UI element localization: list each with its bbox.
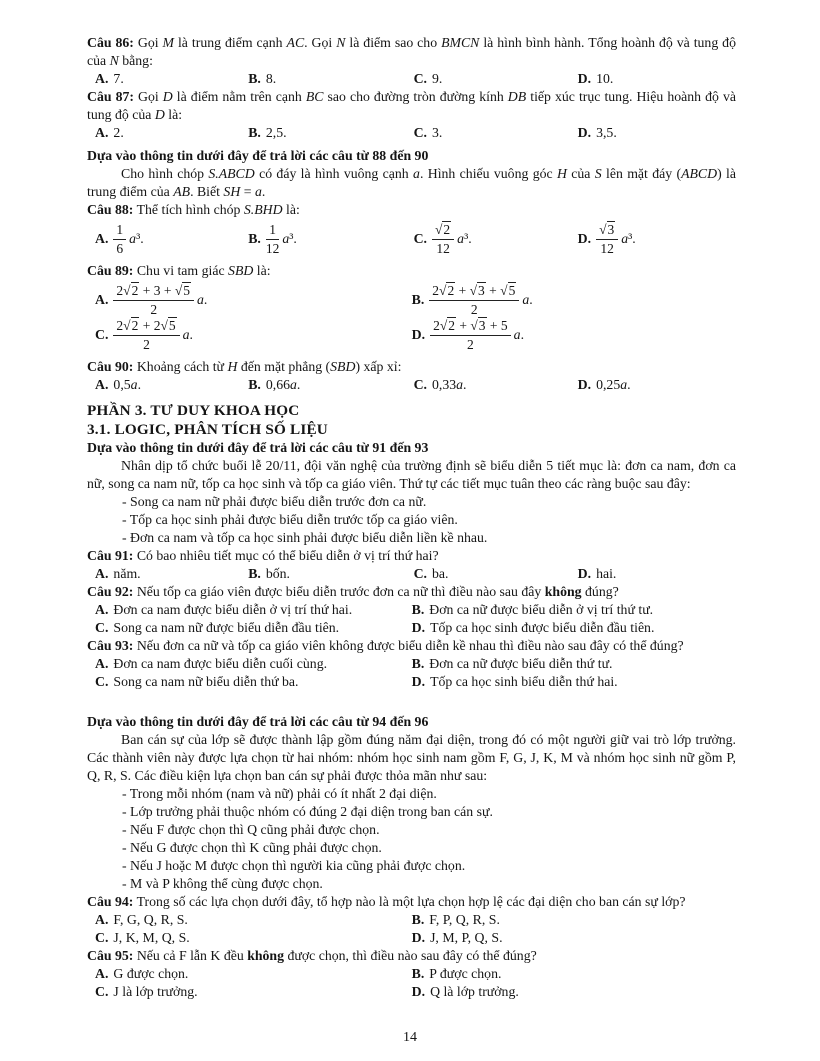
option: [248, 222, 413, 257]
question-label: Câu 92:: [87, 583, 134, 599]
option: [412, 601, 736, 619]
fraction: [266, 222, 280, 257]
option-label: D.: [411, 983, 426, 999]
math-variable: DB: [507, 89, 527, 104]
option-text: Đơn ca nữ được biểu diễn thứ tư.: [429, 655, 613, 671]
option-text: F, P, Q, R, S.: [429, 911, 500, 927]
option-text: 2,5.: [265, 125, 287, 140]
radical-icon: √3: [599, 222, 615, 237]
section-heading: PHẦN 3. TƯ DUY KHOA HỌC: [87, 401, 300, 419]
option-text: 7.: [113, 71, 124, 86]
fraction-denominator: 12: [436, 240, 450, 256]
question-label: Câu 93:: [87, 637, 134, 653]
radical-icon: √3: [469, 282, 485, 298]
paragraph: Ban cán sự của lớp sẽ được thành lập gồm đúng năm đại diện, trong đó có một người giữ vai trò lớp trưởng. Các thành viên này được lựa chọn từ hai nhóm: nhóm học sinh nam gồm F, G, J, K, M và nhóm học sinh nữ gồm P, Q, R, S. Các điều kiện lựa chọn ban cán sự phải được thỏa mãn như sau:: [87, 731, 736, 783]
fraction-numerator: [432, 222, 454, 240]
option-label: D.: [411, 929, 426, 945]
math-variable: a: [456, 376, 464, 392]
option-label: A.: [95, 965, 109, 981]
option-label: B.: [248, 125, 261, 140]
option: [578, 70, 736, 88]
fraction-numerator: 2√2 + √3 + √5: [429, 283, 519, 301]
option-label: A.: [95, 911, 109, 927]
question-block: [87, 88, 736, 124]
option-suffix: a³.: [129, 231, 144, 247]
radical-icon: √2: [434, 222, 451, 237]
math-variable: S: [594, 166, 602, 181]
section-heading: 3.1. LOGIC, PHÂN TÍCH SỐ LIỆU: [87, 420, 328, 438]
option: [412, 283, 736, 318]
option-label: B.: [411, 601, 425, 617]
options-row: [87, 965, 736, 1001]
question-text: Gọi D là điểm nằm trên cạnh BC sao cho đường tròn đường kính DB tiếp xúc trục tung. Hiệu hoành độ và tung độ của D là:: [87, 89, 736, 122]
options-row: [87, 283, 736, 353]
radicand: 2: [448, 317, 455, 333]
option: [95, 619, 412, 637]
question-label: Câu 94:: [87, 893, 134, 909]
option-text: J, K, M, Q, S.: [113, 929, 190, 945]
option-text: ba.: [431, 565, 449, 581]
option: [248, 70, 413, 88]
option-text: J là lớp trưởng.: [113, 983, 198, 999]
option: [248, 565, 413, 583]
math-variable: a: [129, 231, 137, 247]
question-label: Câu 90:: [87, 358, 134, 374]
option-label: A.: [95, 231, 109, 247]
option-label: C.: [413, 231, 427, 247]
math-variable: a: [290, 376, 297, 392]
option-label: C.: [95, 619, 109, 635]
radicand: 5: [168, 317, 176, 333]
math-variable: a: [513, 327, 521, 343]
fraction-denominator: 2: [470, 301, 478, 317]
fraction-denominator: 2: [466, 336, 474, 352]
bold-text: không: [544, 583, 582, 599]
option-suffix: a³.: [282, 231, 297, 247]
radical-icon: √3: [470, 317, 486, 333]
option-label: C.: [413, 71, 427, 86]
question-text: Gọi M là trung điểm cạnh AC. Gọi N là điểm sao cho BMCN là hình bình hành. Tổng hoành độ và tung độ của N bằng:: [87, 35, 736, 68]
fraction: [429, 283, 519, 318]
option-text: 0,5a.: [113, 376, 142, 392]
math-variable: S.BHD: [243, 202, 283, 217]
option: [578, 565, 736, 583]
vertical-spacer: [87, 691, 736, 713]
option-label: A.: [95, 125, 109, 140]
radicand: 3: [478, 282, 485, 298]
option-label: B.: [411, 965, 425, 981]
option-label: C.: [413, 125, 427, 140]
option: [414, 222, 578, 257]
option-label: D.: [577, 565, 592, 581]
radicand: 5: [183, 282, 190, 298]
option-text: Đơn ca nam được biểu diễn cuối cùng.: [113, 655, 328, 671]
radical-icon: √5: [160, 317, 176, 333]
option-label: A.: [95, 292, 109, 308]
math-variable: a: [182, 327, 190, 343]
option-text: P được chọn.: [429, 965, 502, 981]
option-text: 0,66a.: [265, 376, 301, 392]
option: [414, 376, 578, 394]
question-block: [87, 262, 736, 280]
bullet-item: - Nếu F được chọn thì Q cũng phải được chọn.: [122, 821, 380, 837]
paragraph: Cho hình chóp S.ABCD có đáy là hình vuông cạnh a. Hình chiếu vuông góc H của S lên mặt đáy (ABCD) là trung điểm của AB. Biết SH = a.: [87, 166, 736, 199]
option-label: D.: [411, 619, 426, 635]
fraction: [113, 222, 126, 257]
question-block: [87, 201, 736, 219]
option-label: D.: [577, 71, 592, 86]
option: [95, 601, 412, 619]
option-label: B.: [411, 292, 425, 308]
fraction-denominator: 2: [150, 301, 158, 317]
option: [95, 983, 412, 1001]
options-row: [87, 911, 736, 947]
option-text: hai.: [596, 565, 617, 581]
option-label: C.: [413, 376, 427, 392]
radicand: 3: [607, 222, 615, 237]
fraction-denominator: 12: [265, 240, 280, 256]
math-variable: a: [457, 231, 465, 247]
option: [412, 929, 736, 947]
option-text: 10.: [596, 71, 614, 86]
radicand: 2: [447, 282, 455, 298]
math-variable: SBD: [330, 358, 356, 374]
option-label: A.: [95, 71, 109, 86]
radical-icon: √5: [500, 282, 516, 298]
bullet-item: - Lớp trưởng phải thuộc nhóm có đúng 2 đại diện trong ban cán sự.: [122, 803, 493, 819]
group-instruction: Dựa vào thông tin dưới đây để trả lời các câu từ 94 đến 96: [87, 713, 429, 729]
question-label: Câu 87:: [87, 89, 134, 104]
fraction-numerator: 2√2 + √3 + 5: [430, 318, 511, 336]
bullet-item: - Tốp ca học sinh phải được biểu diễn trước tốp ca giáo viên.: [122, 511, 458, 527]
option: [412, 983, 736, 1001]
math-variable: N: [336, 35, 346, 50]
fraction: [113, 283, 194, 318]
option: [578, 222, 736, 257]
option-suffix: a.: [182, 327, 193, 343]
option-text: Tốp ca học sinh được biểu diễn đầu tiên.: [430, 619, 655, 635]
bullet-item: - Đơn ca nam và tốp ca học sinh phải được biểu diễn liền kề nhau.: [122, 529, 488, 545]
fraction: [113, 318, 179, 353]
fraction-denominator: 2: [143, 336, 150, 352]
option-text: năm.: [113, 565, 141, 581]
option-text: F, G, Q, R, S.: [113, 911, 188, 927]
option-label: B.: [248, 231, 261, 247]
document-content: [87, 34, 736, 1001]
fraction-denominator: 12: [600, 240, 614, 256]
option: [95, 376, 248, 394]
option-text: G được chọn.: [113, 965, 189, 981]
question-label: Câu 91:: [87, 547, 134, 563]
option: [414, 124, 578, 142]
fraction-denominator: 6: [116, 240, 124, 256]
math-variable: a: [197, 292, 204, 308]
fraction-numerator: 2√2 + 3 + √5: [113, 283, 194, 301]
option-label: C.: [95, 983, 109, 999]
option: [248, 124, 413, 142]
option-label: B.: [411, 655, 425, 671]
option-label: B.: [248, 376, 261, 392]
question-text: Nếu cả F lẫn K đều không được chọn, thì điều nào sau đây có thể đúng?: [136, 947, 537, 963]
option: [95, 655, 412, 673]
question-block: [87, 547, 736, 565]
option-text: 0,25a.: [596, 376, 631, 392]
radicand: 3: [478, 317, 486, 333]
math-variable: a: [621, 231, 629, 247]
option: [95, 283, 412, 318]
option-text: Tốp ca học sinh biểu diễn thứ hai.: [430, 673, 618, 689]
option-label: B.: [248, 71, 261, 86]
radical-icon: √2: [439, 317, 455, 333]
fraction-numerator: 2√2 + 2√5: [113, 318, 179, 336]
math-variable: H: [227, 358, 238, 374]
option-label: C.: [413, 565, 427, 581]
option: [412, 655, 736, 673]
math-variable: AB: [173, 184, 191, 199]
question-text: Nếu đơn ca nữ và tốp ca giáo viên không được biểu diễn kề nhau thì điều nào sau đây có thể đúng?: [136, 637, 684, 653]
option: [412, 911, 736, 929]
option-label: D.: [411, 327, 426, 343]
question-label: Câu 89:: [87, 262, 134, 278]
fraction: [430, 318, 511, 353]
option-label: C.: [95, 929, 109, 945]
option-label: C.: [95, 673, 109, 689]
options-row: [87, 376, 736, 394]
option-label: D.: [577, 376, 592, 392]
option-text: Đơn ca nam được biểu diễn ở vị trí thứ hai.: [113, 601, 353, 617]
bullet-item: - Trong mỗi nhóm (nam và nữ) phải có ít nhất 2 đại diện.: [122, 785, 437, 801]
option-text: bốn.: [265, 565, 290, 581]
options-row: [87, 565, 736, 583]
option: [95, 673, 412, 691]
option-text: 2.: [113, 125, 124, 140]
option: [248, 376, 413, 394]
option: [95, 911, 412, 929]
option: [414, 70, 578, 88]
paragraph: Nhân dịp tổ chức buổi lễ 20/11, đội văn nghệ của trường định sẽ biểu diễn 5 tiết mục là: đơn ca nam, đơn ca nữ, song ca nam nữ, tốp ca học sinh và tốp ca giáo viên. Thứ tự các tiết mục tuân theo các ràng buộc sau đây:: [87, 457, 736, 491]
option: [95, 124, 248, 142]
question-block: [87, 947, 736, 965]
option: [412, 673, 736, 691]
option: [95, 965, 412, 983]
radical-icon: √2: [123, 282, 139, 298]
option-text: J, M, P, Q, S.: [430, 929, 503, 945]
option: [578, 376, 736, 394]
math-variable: D: [162, 89, 173, 104]
option: [412, 318, 736, 353]
option: [95, 565, 248, 583]
fraction-numerator: 1: [266, 222, 280, 240]
math-variable: ABCD: [681, 166, 718, 181]
math-variable: a: [620, 376, 628, 392]
question-block: [87, 637, 736, 655]
option-label: A.: [95, 655, 109, 671]
radicand: 2: [443, 222, 451, 237]
option-text: Q là lớp trưởng.: [430, 983, 519, 999]
question-text: Có bao nhiêu tiết mục có thể biểu diễn ở vị trí thứ hai?: [136, 547, 439, 563]
question-block: [87, 893, 736, 911]
options-row: [87, 70, 736, 88]
radicand: 5: [508, 282, 516, 298]
option-text: 3,5.: [596, 125, 617, 140]
question-text: Trong số các lựa chọn dưới đây, tổ hợp nào là một lựa chọn hợp lệ các đại diện cho ban cán sự lớp?: [136, 893, 686, 909]
math-variable: SBD: [228, 262, 254, 278]
group-instruction: Dựa vào thông tin dưới đây để trả lời các câu từ 91 đến 93: [87, 439, 429, 455]
page-number: 14: [403, 1030, 417, 1045]
option-label: D.: [411, 673, 426, 689]
math-variable: SH: [223, 184, 241, 199]
fraction-numerator: 1: [113, 222, 126, 240]
math-variable: N: [109, 53, 119, 68]
question-label: Câu 86:: [87, 35, 134, 50]
math-variable: M: [162, 35, 175, 50]
bullet-item: - Nếu G được chọn thì K cũng phải được chọn.: [122, 839, 382, 855]
option: [95, 929, 412, 947]
option-suffix: a³.: [457, 231, 472, 247]
math-variable: S.ABCD: [208, 166, 255, 181]
options-row: [87, 222, 736, 257]
question-text: Khoảng cách từ H đến mặt phẳng (SBD) xấp xỉ:: [136, 358, 402, 374]
option-text: Song ca nam nữ được biểu diễn đầu tiên.: [113, 619, 340, 635]
bullet-item: - Song ca nam nữ phải được biểu diễn trước đơn ca nữ.: [122, 493, 427, 509]
option-text: 0,33a.: [431, 376, 467, 392]
option-label: C.: [95, 327, 109, 343]
option-suffix: a.: [522, 292, 533, 308]
option-text: 3.: [431, 125, 443, 140]
radical-icon: √2: [123, 317, 139, 333]
math-variable: AC: [286, 35, 305, 50]
option-label: D.: [577, 125, 592, 140]
option-text: Đơn ca nữ được biểu diễn ở vị trí thứ tư.: [429, 601, 654, 617]
option-suffix: a³.: [621, 231, 636, 247]
fraction-numerator: [596, 222, 618, 240]
question-label: Câu 88:: [87, 202, 134, 217]
bold-text: không: [247, 947, 285, 963]
vertical-spacer: [87, 394, 736, 401]
question-block: [87, 583, 736, 601]
option-label: B.: [248, 565, 261, 581]
option: [578, 124, 736, 142]
options-row: [87, 655, 736, 691]
option: [95, 318, 412, 353]
math-variable: BMCN: [441, 35, 480, 50]
bullet-item: - Nếu J hoặc M được chọn thì người kia cũng phải được chọn.: [122, 857, 466, 873]
option: [414, 565, 578, 583]
option: [412, 619, 736, 637]
option-label: D.: [577, 231, 592, 247]
radical-icon: √5: [174, 282, 190, 298]
question-text: Nếu tốp ca giáo viên được biểu diễn trước đơn ca nữ thì điều nào sau đây không đúng?: [136, 583, 619, 599]
math-variable: D: [154, 107, 165, 122]
math-variable: a: [130, 376, 138, 392]
bullet-item: - M và P không thể cùng được chọn.: [122, 875, 323, 891]
option: [412, 965, 736, 983]
fraction: [432, 222, 454, 257]
option-label: B.: [411, 911, 425, 927]
option-suffix: a.: [197, 292, 208, 308]
question-label: Câu 95:: [87, 947, 134, 963]
question-block: [87, 34, 736, 70]
options-row: [87, 601, 736, 637]
option-label: A.: [95, 565, 109, 581]
option-text: 9.: [431, 71, 443, 86]
math-variable: a: [254, 184, 262, 199]
option-label: A.: [95, 376, 109, 392]
option: [95, 70, 248, 88]
question-text: Chu vi tam giác SBD là:: [136, 262, 271, 278]
options-row: [87, 124, 736, 142]
math-variable: a: [282, 231, 290, 247]
group-instruction: Dựa vào thông tin dưới đây để trả lời các câu từ 88 đến 90: [87, 148, 429, 163]
option-text: Song ca nam nữ biểu diễn thứ ba.: [113, 673, 299, 689]
fraction: [596, 222, 618, 257]
math-variable: a: [522, 292, 530, 308]
option-text: 8.: [265, 71, 277, 86]
radicand: 2: [131, 317, 139, 333]
question-text: Thể tích hình chóp S.BHD là:: [136, 202, 300, 217]
math-variable: a: [413, 166, 420, 181]
radical-icon: √2: [439, 282, 455, 298]
option: [95, 222, 248, 257]
math-variable: H: [556, 166, 567, 181]
question-block: [87, 358, 736, 376]
math-variable: BC: [305, 89, 324, 104]
option-suffix: a.: [513, 327, 525, 343]
radicand: 2: [131, 282, 139, 298]
option-label: A.: [95, 601, 109, 617]
